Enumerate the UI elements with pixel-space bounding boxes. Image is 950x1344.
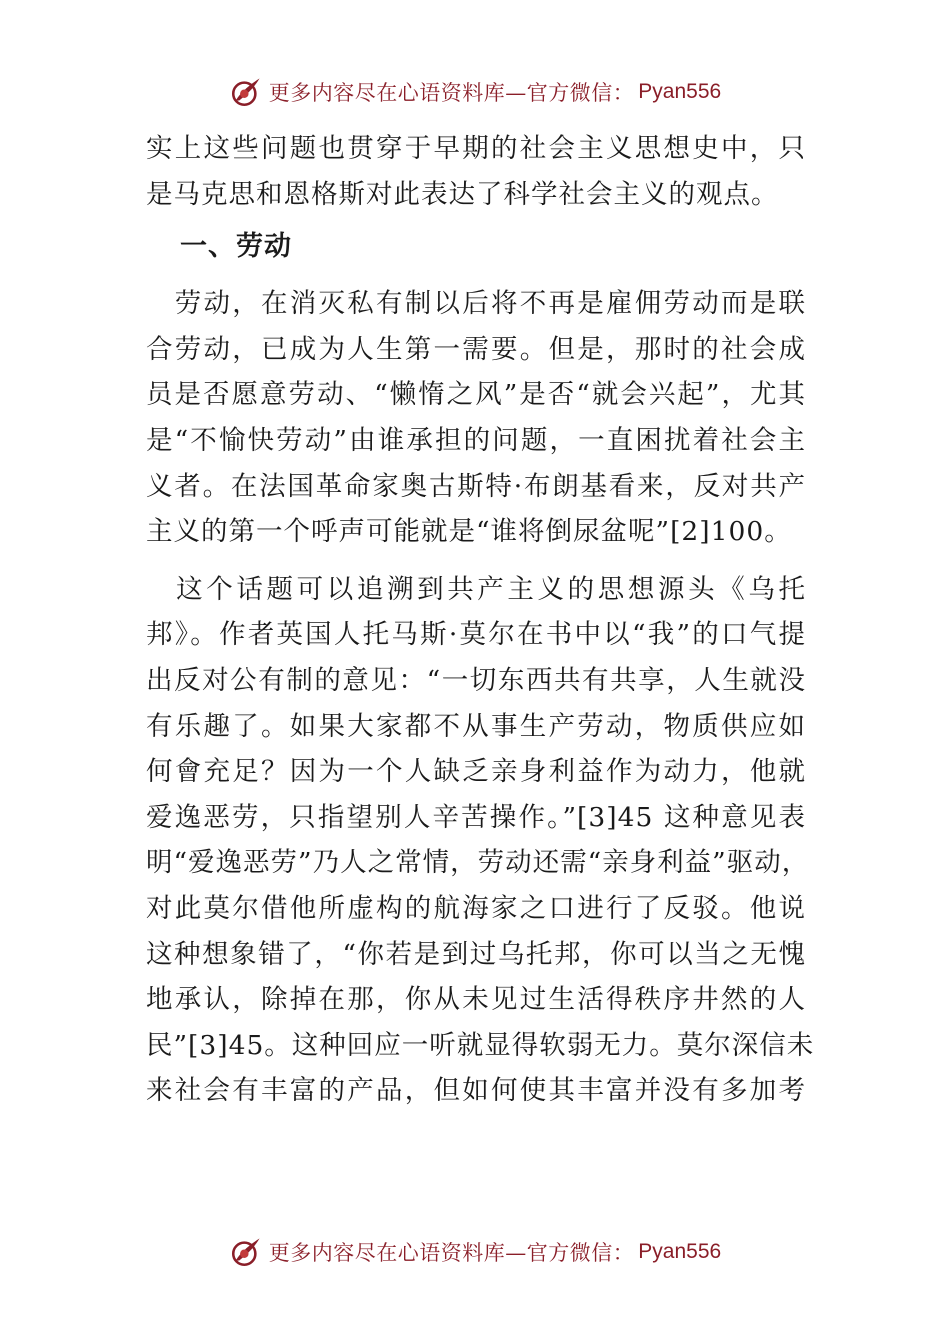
banner-text: 更多内容尽在心语资料库—官方微信： <box>268 1241 635 1265</box>
paragraph-2-line: 有乐趣了。如果大家都不从事生产劳动，物质供应如 <box>146 710 806 742</box>
paragraph-1 <box>146 281 806 555</box>
paragraph-2-line: 对此莫尔借他所虚构的航海家之口进行了反驳。他说 <box>146 892 806 924</box>
paragraph-2-line: 明“爱逸恶劳”乃人之常情，劳动还需“亲身利益”驱动， <box>146 847 810 879</box>
paragraph-2-line: 何會充足？因为一个人缺乏亲身利益作为动力，他就 <box>146 756 806 788</box>
paragraph-2 <box>146 567 815 1114</box>
paragraph-2-line: 民”[3]45。这种回应一听就显得软弱无力。莫尔深信未 <box>146 1029 815 1061</box>
paragraph-1-line: 是“不愉快劳动”由谁承担的问题，一直困扰着社会主 <box>146 424 806 456</box>
paragraph-2-line: 爱逸恶劳，只指望别人辛苦操作。”[3]45 这种意见表 <box>146 801 806 833</box>
paragraph-1-line: 义者。在法国革命家奥古斯特·布朗基看来，反对共产 <box>146 470 806 502</box>
quill-swirl-logo-icon <box>229 1235 263 1269</box>
paragraph-1-line: 员是否愿意劳动、“懒惰之风”是否“就会兴起”，尤其 <box>146 379 806 411</box>
footer-banner <box>0 1230 950 1274</box>
paragraph-1-line: 主义的第一个呼声可能就是“谁将倒尿盆呢”[2]100。 <box>146 516 792 548</box>
intro-line-1: 实上这些问题也贯穿于早期的社会主义思想史中，只 <box>146 133 806 164</box>
quill-swirl-logo-icon <box>229 75 263 109</box>
paragraph-1-line: 合劳动，已成为人生第一需要。但是，那时的社会成 <box>146 333 806 365</box>
paragraph-2-line: 地承认，除掉在那，你从未见过生活得秩序井然的人 <box>146 984 806 1016</box>
banner-text: 更多内容尽在心语资料库—官方微信： <box>268 81 635 105</box>
banner-wechat-id: Pyan556 <box>638 80 722 103</box>
paragraph-2-line: 这个话题可以追溯到共产主义的思想源头《乌托 <box>146 573 806 605</box>
document-body <box>146 126 815 1114</box>
section-heading: 一、劳动 <box>180 231 292 263</box>
header-banner <box>0 70 950 114</box>
paragraph-2-line: 邦》。作者英国人托马斯·莫尔在书中以“我”的口气提 <box>146 619 806 651</box>
banner-wechat-id: Pyan556 <box>638 1240 722 1263</box>
paragraph-2-line: 出反对公有制的意见：“一切东西共有共享，人生就没 <box>146 664 806 696</box>
paragraph-2-line: 来社会有丰富的产品，但如何使其丰富并没有多加考 <box>146 1075 806 1107</box>
paragraph-1-line: 劳动，在消灭私有制以后将不再是雇佣劳动而是联 <box>146 288 806 320</box>
intro-line-2: 是马克思和恩格斯对此表达了科学社会主义的观点。 <box>146 178 779 210</box>
paragraph-2-line: 这种想象错了，“你若是到过乌托邦，你可以当之无愧 <box>146 938 806 970</box>
